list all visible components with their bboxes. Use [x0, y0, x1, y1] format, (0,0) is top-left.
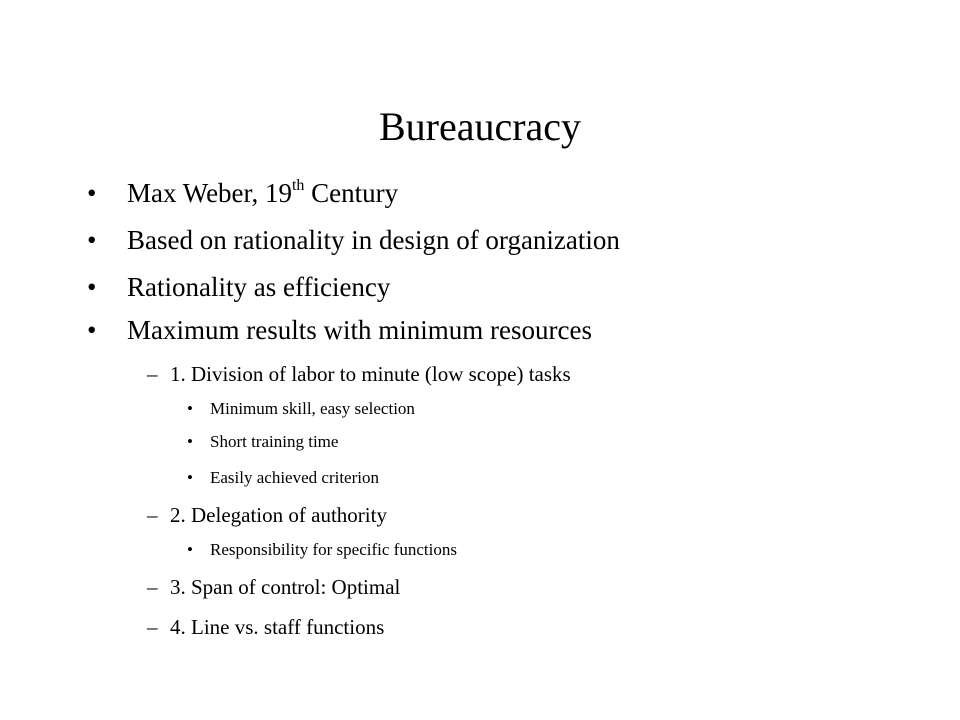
bullet-marker: •: [87, 315, 97, 345]
subsub-item-text: Short training time: [210, 432, 339, 451]
sub-item-text: 4. Line vs. staff functions: [170, 615, 385, 639]
bullet-text: Max Weber, 19th Century: [127, 177, 399, 208]
dash-marker: –: [147, 362, 158, 386]
sub-item-text: 2. Delegation of authority: [170, 503, 387, 527]
bullet-marker: •: [87, 272, 97, 302]
bullet-marker: •: [187, 432, 193, 451]
dash-marker: –: [147, 503, 158, 527]
bullet-marker: •: [187, 540, 193, 559]
bullet-marker: •: [87, 225, 97, 255]
dash-marker: –: [147, 575, 158, 599]
bullet-text: Maximum results with minimum resources: [127, 315, 592, 345]
sub-item-text: 3. Span of control: Optimal: [170, 575, 401, 599]
slide-title: Bureaucracy: [378, 104, 582, 149]
sub-item-text: 1. Division of labor to minute (low scope) tasks: [170, 362, 571, 386]
bullet-marker: •: [187, 399, 193, 418]
bullet-marker: •: [87, 178, 97, 208]
subsub-item-text: Responsibility for specific functions: [210, 540, 457, 559]
bullet-text: Based on rationality in design of organization: [127, 225, 620, 255]
bullet-marker: •: [187, 468, 193, 487]
subsub-item-text: Minimum skill, easy selection: [210, 399, 415, 418]
dash-marker: –: [147, 615, 158, 639]
bullet-text: Rationality as efficiency: [127, 272, 391, 302]
superscript: th: [291, 177, 305, 194]
subsub-item-text: Easily achieved criterion: [210, 468, 379, 487]
